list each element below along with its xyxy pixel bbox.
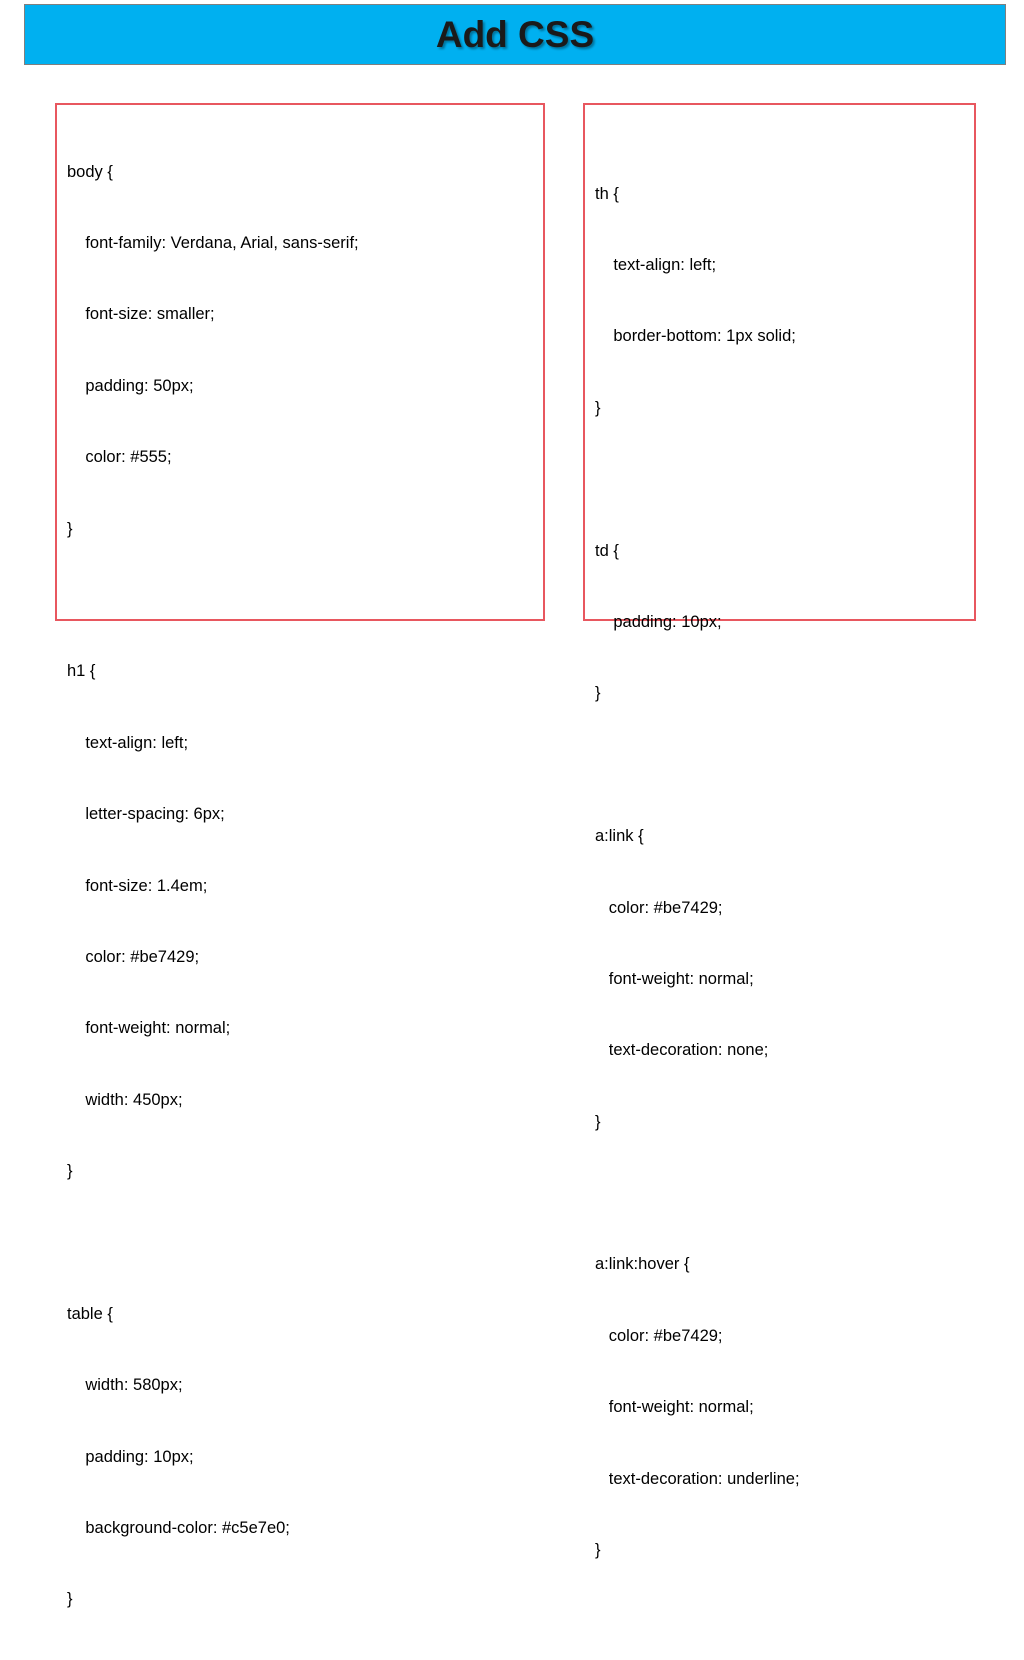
code-line: table { <box>67 1304 113 1323</box>
css-code-box-right <box>583 103 976 1560</box>
code-line: text-decoration: none; <box>595 1041 769 1060</box>
code-line: padding: 10px; <box>67 1447 194 1466</box>
code-line: font-weight: normal; <box>595 1398 754 1417</box>
code-line: padding: 50px; <box>67 376 194 395</box>
code-line: font-weight: normal; <box>595 969 754 988</box>
code-line: text-align: left; <box>67 733 189 752</box>
code-line <box>595 468 800 492</box>
code-lines-left <box>67 113 359 1660</box>
code-line: color: #be7429; <box>595 1326 723 1345</box>
code-lines-right <box>595 135 800 1610</box>
code-line: background-color: #c5e7e0; <box>67 1519 290 1538</box>
code-line: border-bottom: 1px solid; <box>595 327 796 346</box>
code-line: text-align: left; <box>595 255 717 274</box>
code-line <box>67 1231 359 1255</box>
code-line: font-size: 1.4em; <box>67 876 208 895</box>
slide-title: Add CSS <box>435 13 595 55</box>
code-line: } <box>67 1590 73 1609</box>
code-line: font-size: smaller; <box>67 305 215 324</box>
code-line: color: #be7429; <box>67 947 200 966</box>
code-line: } <box>595 1112 601 1131</box>
code-line: font-weight: normal; <box>67 1019 231 1038</box>
code-line <box>595 1182 800 1206</box>
code-line: text-decoration: underline; <box>595 1469 800 1488</box>
code-line: } <box>67 1162 73 1181</box>
code-line: } <box>595 1541 601 1560</box>
code-line: a:link:hover { <box>595 1255 690 1274</box>
code-line: } <box>67 519 73 538</box>
code-line: letter-spacing: 6px; <box>67 805 225 824</box>
code-line <box>595 754 800 778</box>
code-line: padding: 10px; <box>595 612 722 631</box>
code-line: h1 { <box>67 662 96 681</box>
code-line: td { <box>595 541 619 560</box>
code-line: width: 580px; <box>67 1376 183 1395</box>
code-line: color: #555; <box>67 448 172 467</box>
code-line <box>67 589 359 613</box>
css-code-box-left <box>55 103 545 1609</box>
code-line: body { <box>67 162 113 181</box>
code-line: a:link { <box>595 827 644 846</box>
title-bar <box>24 4 1006 65</box>
code-line: width: 450px; <box>67 1090 183 1109</box>
code-line: } <box>595 398 601 417</box>
code-line: color: #be7429; <box>595 898 723 917</box>
code-line: font-family: Verdana, Arial, sans-serif; <box>67 233 359 252</box>
code-line: } <box>595 684 601 703</box>
code-line: th { <box>595 184 619 203</box>
